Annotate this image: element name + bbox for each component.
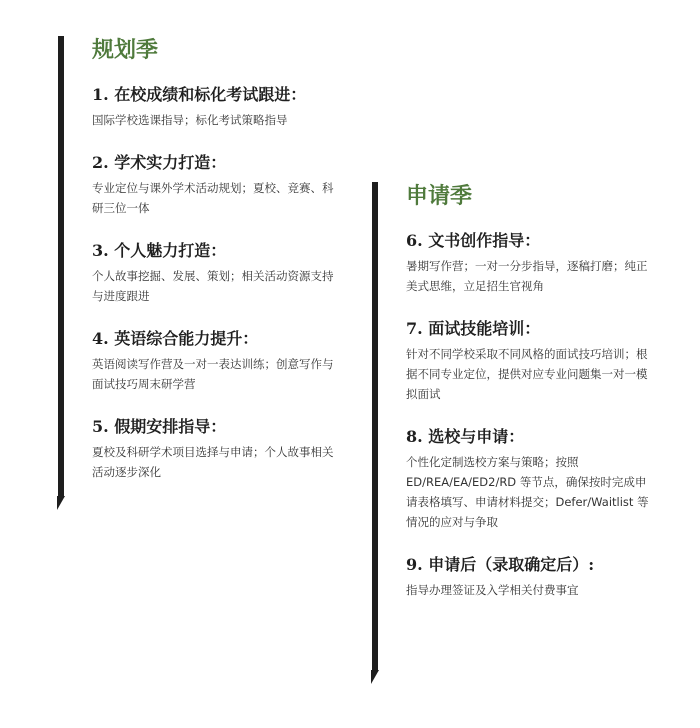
step-description: 国际学校选课指导；标化考试策略指导 bbox=[92, 113, 288, 127]
step-description: 夏校及科研学术项目选择与申请；个人故事相关活动逐步深化 bbox=[92, 445, 334, 479]
step-title: 7. 面试技能培训： bbox=[406, 319, 541, 338]
step-title: 5. 假期安排指导： bbox=[92, 417, 227, 436]
step-item bbox=[406, 426, 656, 532]
step-title: 9. 申请后（录取确定后）: bbox=[406, 555, 595, 574]
step-description: 专业定位与课外学术活动规划；夏校、竞赛、科研三位一体 bbox=[92, 181, 334, 215]
step-item bbox=[92, 84, 342, 130]
step-title: 2. 学术实力打造： bbox=[92, 153, 227, 172]
step-item bbox=[406, 230, 656, 296]
step-title: 1. 在校成绩和标化考试跟进： bbox=[92, 85, 307, 104]
timeline-arrow-icon bbox=[57, 496, 65, 510]
step-item bbox=[92, 240, 342, 306]
step-item bbox=[406, 554, 656, 600]
step-title: 6. 文书创作指导： bbox=[406, 231, 541, 250]
step-description: 英语阅读写作营及一对一表达训练；创意写作与面试技巧周末研学营 bbox=[92, 357, 334, 391]
timeline-bar bbox=[372, 182, 378, 670]
step-title: 4. 英语综合能力提升： bbox=[92, 329, 259, 348]
timeline-arrow-icon bbox=[371, 670, 379, 684]
step-title: 3. 个人魅力打造： bbox=[92, 241, 227, 260]
step-item bbox=[92, 152, 342, 218]
step-description: 针对不同学校采取不同风格的面试技巧培训；根据不同专业定位，提供对应专业问题集一对一模拟面试 bbox=[406, 347, 648, 401]
timeline-bar bbox=[58, 36, 64, 496]
step-item bbox=[406, 318, 656, 404]
step-description: 个人故事挖掘、发展、策划；相关活动资源支持与进度跟进 bbox=[92, 269, 334, 303]
step-description: 个性化定制选校方案与策略；按照 ED/REA/EA/ED2/RD 等节点，确保按时完成申请表格填写、申请材料提交；Defer/Waitlist 等情况的应对与争取 bbox=[406, 455, 649, 529]
season-title: 申请季 bbox=[406, 183, 473, 209]
season-title: 规划季 bbox=[92, 37, 159, 63]
step-item bbox=[92, 328, 342, 394]
step-item bbox=[92, 416, 342, 482]
step-description: 暑期写作营；一对一分步指导，逐稿打磨；纯正美式思维，立足招生官视角 bbox=[406, 259, 648, 293]
application-season-content bbox=[406, 182, 656, 622]
planning-season-content bbox=[92, 36, 342, 504]
step-description: 指导办理签证及入学相关付费事宜 bbox=[406, 583, 579, 597]
step-title: 8. 选校与申请： bbox=[406, 427, 525, 446]
